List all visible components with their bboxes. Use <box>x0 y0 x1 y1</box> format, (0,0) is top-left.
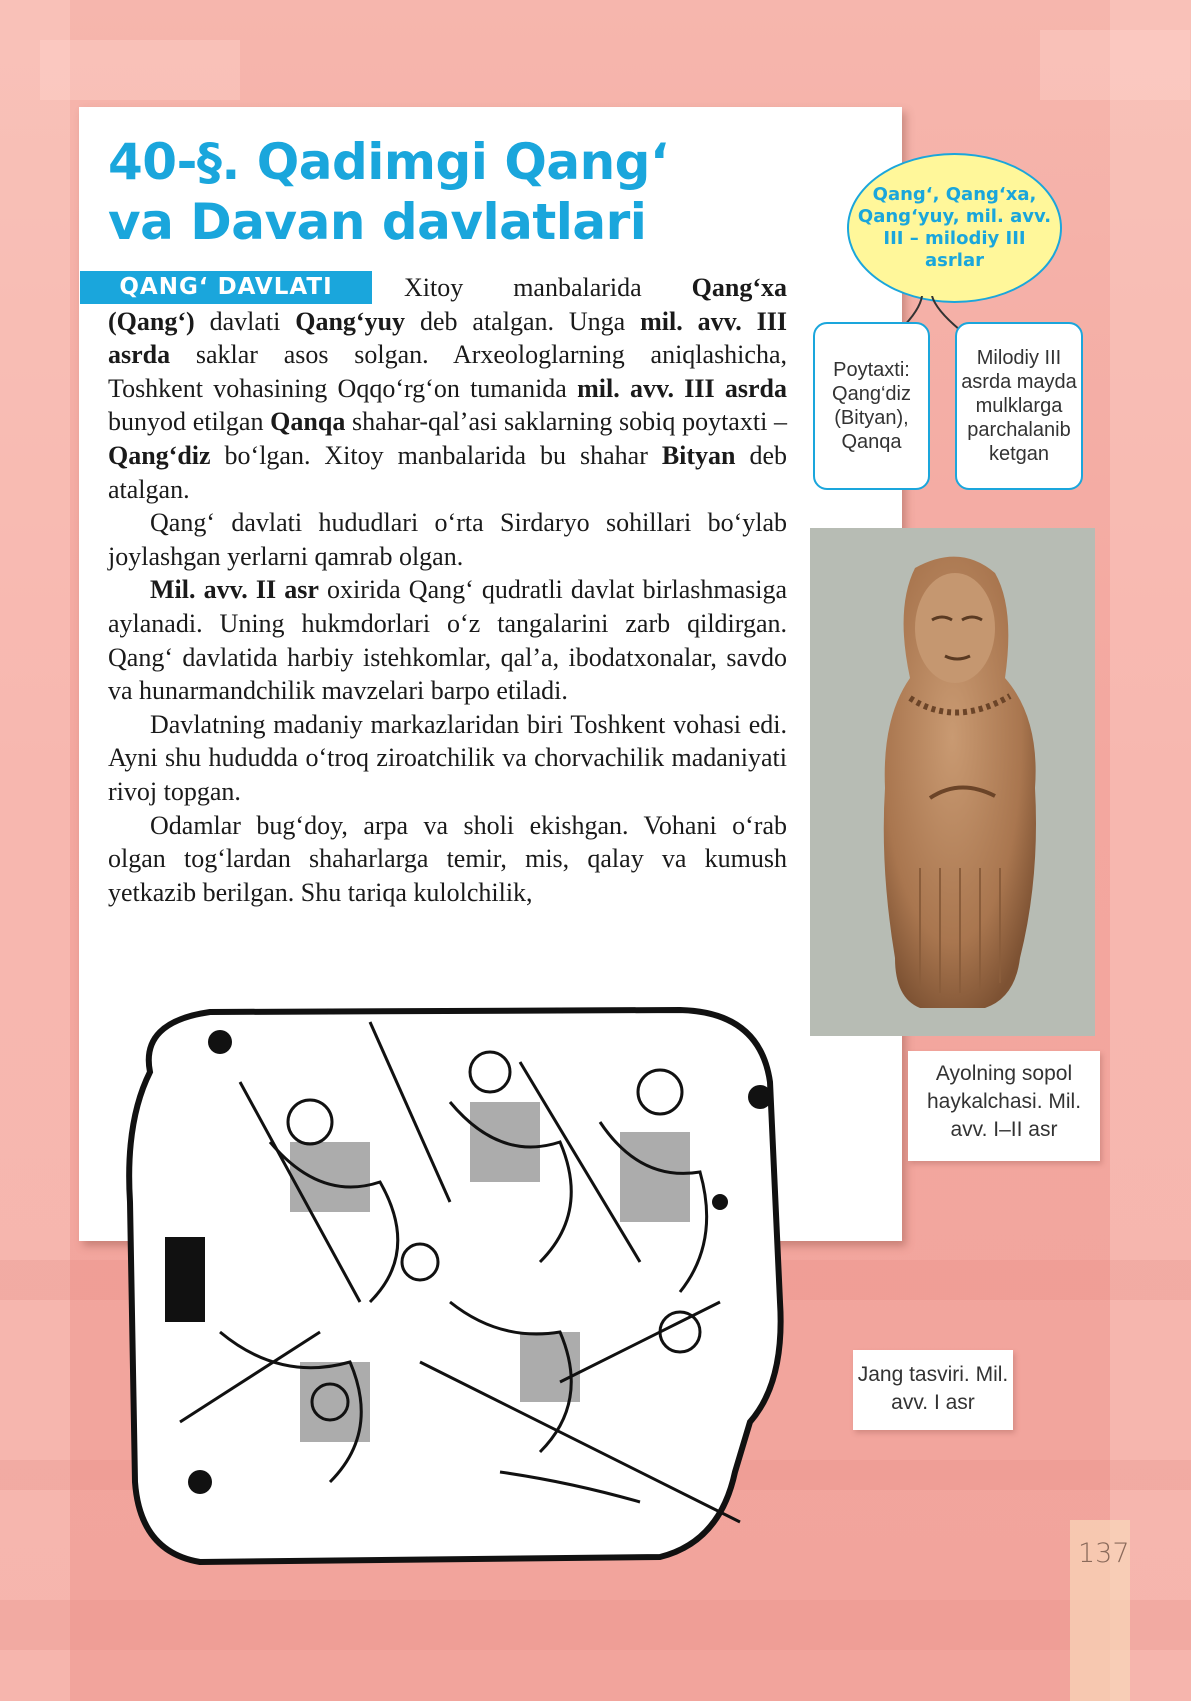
bold-term: Qang‘yuy <box>295 306 406 336</box>
text-run: saklar asos solgan. Arxeologlarning aniqlashicha, Toshkent vohasining Oqqo‘rg‘on tumanida <box>108 340 787 403</box>
bold-term: mil. avv. III asrda <box>577 373 787 403</box>
oval-text: Qang‘, Qang‘xa, Qang‘yuy, mil. avv. III – milodiy III asrlar <box>857 184 1052 271</box>
state-names-oval <box>847 153 1062 303</box>
text-run: deb atalgan. <box>108 440 787 504</box>
section-tag: QANG‘ DAVLATI <box>80 271 372 304</box>
text-run: bunyod etilgan <box>108 407 271 437</box>
bold-term: Qang‘diz <box>108 440 211 470</box>
fragmentation-box <box>955 322 1083 490</box>
capital-box <box>813 322 930 490</box>
capital-box-text: Poytaxti: Qang‘diz (Bityan), Qanqa <box>832 359 911 453</box>
paragraph-5: Odamlar bug‘doy, arpa va sholi ekishgan. Vohani o‘rab olgan tog‘lardan shaharlarga temir, mis, qalay va kumush yetkazib berilgan. Shu tariqa kulolchilik, <box>108 810 787 907</box>
text-run: bo‘lgan. Xitoy manbalarida bu shahar <box>210 440 662 470</box>
figurine-image <box>810 528 1095 1036</box>
battle-caption: Jang tasviri. Mil. avv. I asr <box>853 1350 1013 1430</box>
bold-term: Qanqa <box>270 407 346 437</box>
paragraph-3-text: oxirida Qang‘ qudratli davlat birlashmasiga aylanadi. Uning hukmdorlari o‘z tangalarini zarb qildirgan. Qang‘ davlatida harbiy istehkomlar, qal’a, ibodatxonalar, savdo va hunarmandchilik mavzelari barpo etiladi. <box>108 575 787 706</box>
page-number: 137 <box>1078 1538 1130 1569</box>
paragraph-1 <box>108 271 787 506</box>
text-run: deb atalgan. Unga <box>405 306 641 336</box>
battle-drawing <box>120 1002 785 1570</box>
main-text <box>108 271 787 909</box>
figurine-photo <box>810 528 1095 1036</box>
text-run: shahar-qal’asi saklarning sobiq poytaxti – <box>345 407 787 437</box>
bold-term: Qang‘xa (Qang‘) <box>108 273 787 336</box>
paragraph-3-bold: Mil. avv. II asr <box>150 575 319 605</box>
paragraph-4: Davlatning madaniy markazlaridan biri Toshkent vohasi edi. Ayni shu hududda o‘troq ziroatchilik va chorvachilik madaniyati rivoj topgan. <box>108 709 787 806</box>
figurine-caption: Ayolning sopol haykalchasi. Mil. avv. I–II asr <box>908 1051 1100 1161</box>
text-run: Xitoy manbalarida <box>404 273 692 302</box>
battle-relief-image <box>120 1002 785 1570</box>
bold-term: Bityan <box>661 440 736 470</box>
paragraph-3 <box>108 573 787 707</box>
page-title: 40-§. Qadimgi Qang‘ va Davan davlatlari <box>108 133 669 251</box>
text-run: davlati <box>194 306 296 336</box>
fragmentation-box-text: Milodiy III asrda mayda mulklarga parchalanib ketgan <box>961 347 1077 465</box>
bold-term: mil. avv. III asrda <box>108 306 787 370</box>
paragraph-2: Qang‘ davlati hududlari o‘rta Sirdaryo sohillari bo‘ylab joylashgan yerlarni qamrab olgan. <box>108 508 787 571</box>
